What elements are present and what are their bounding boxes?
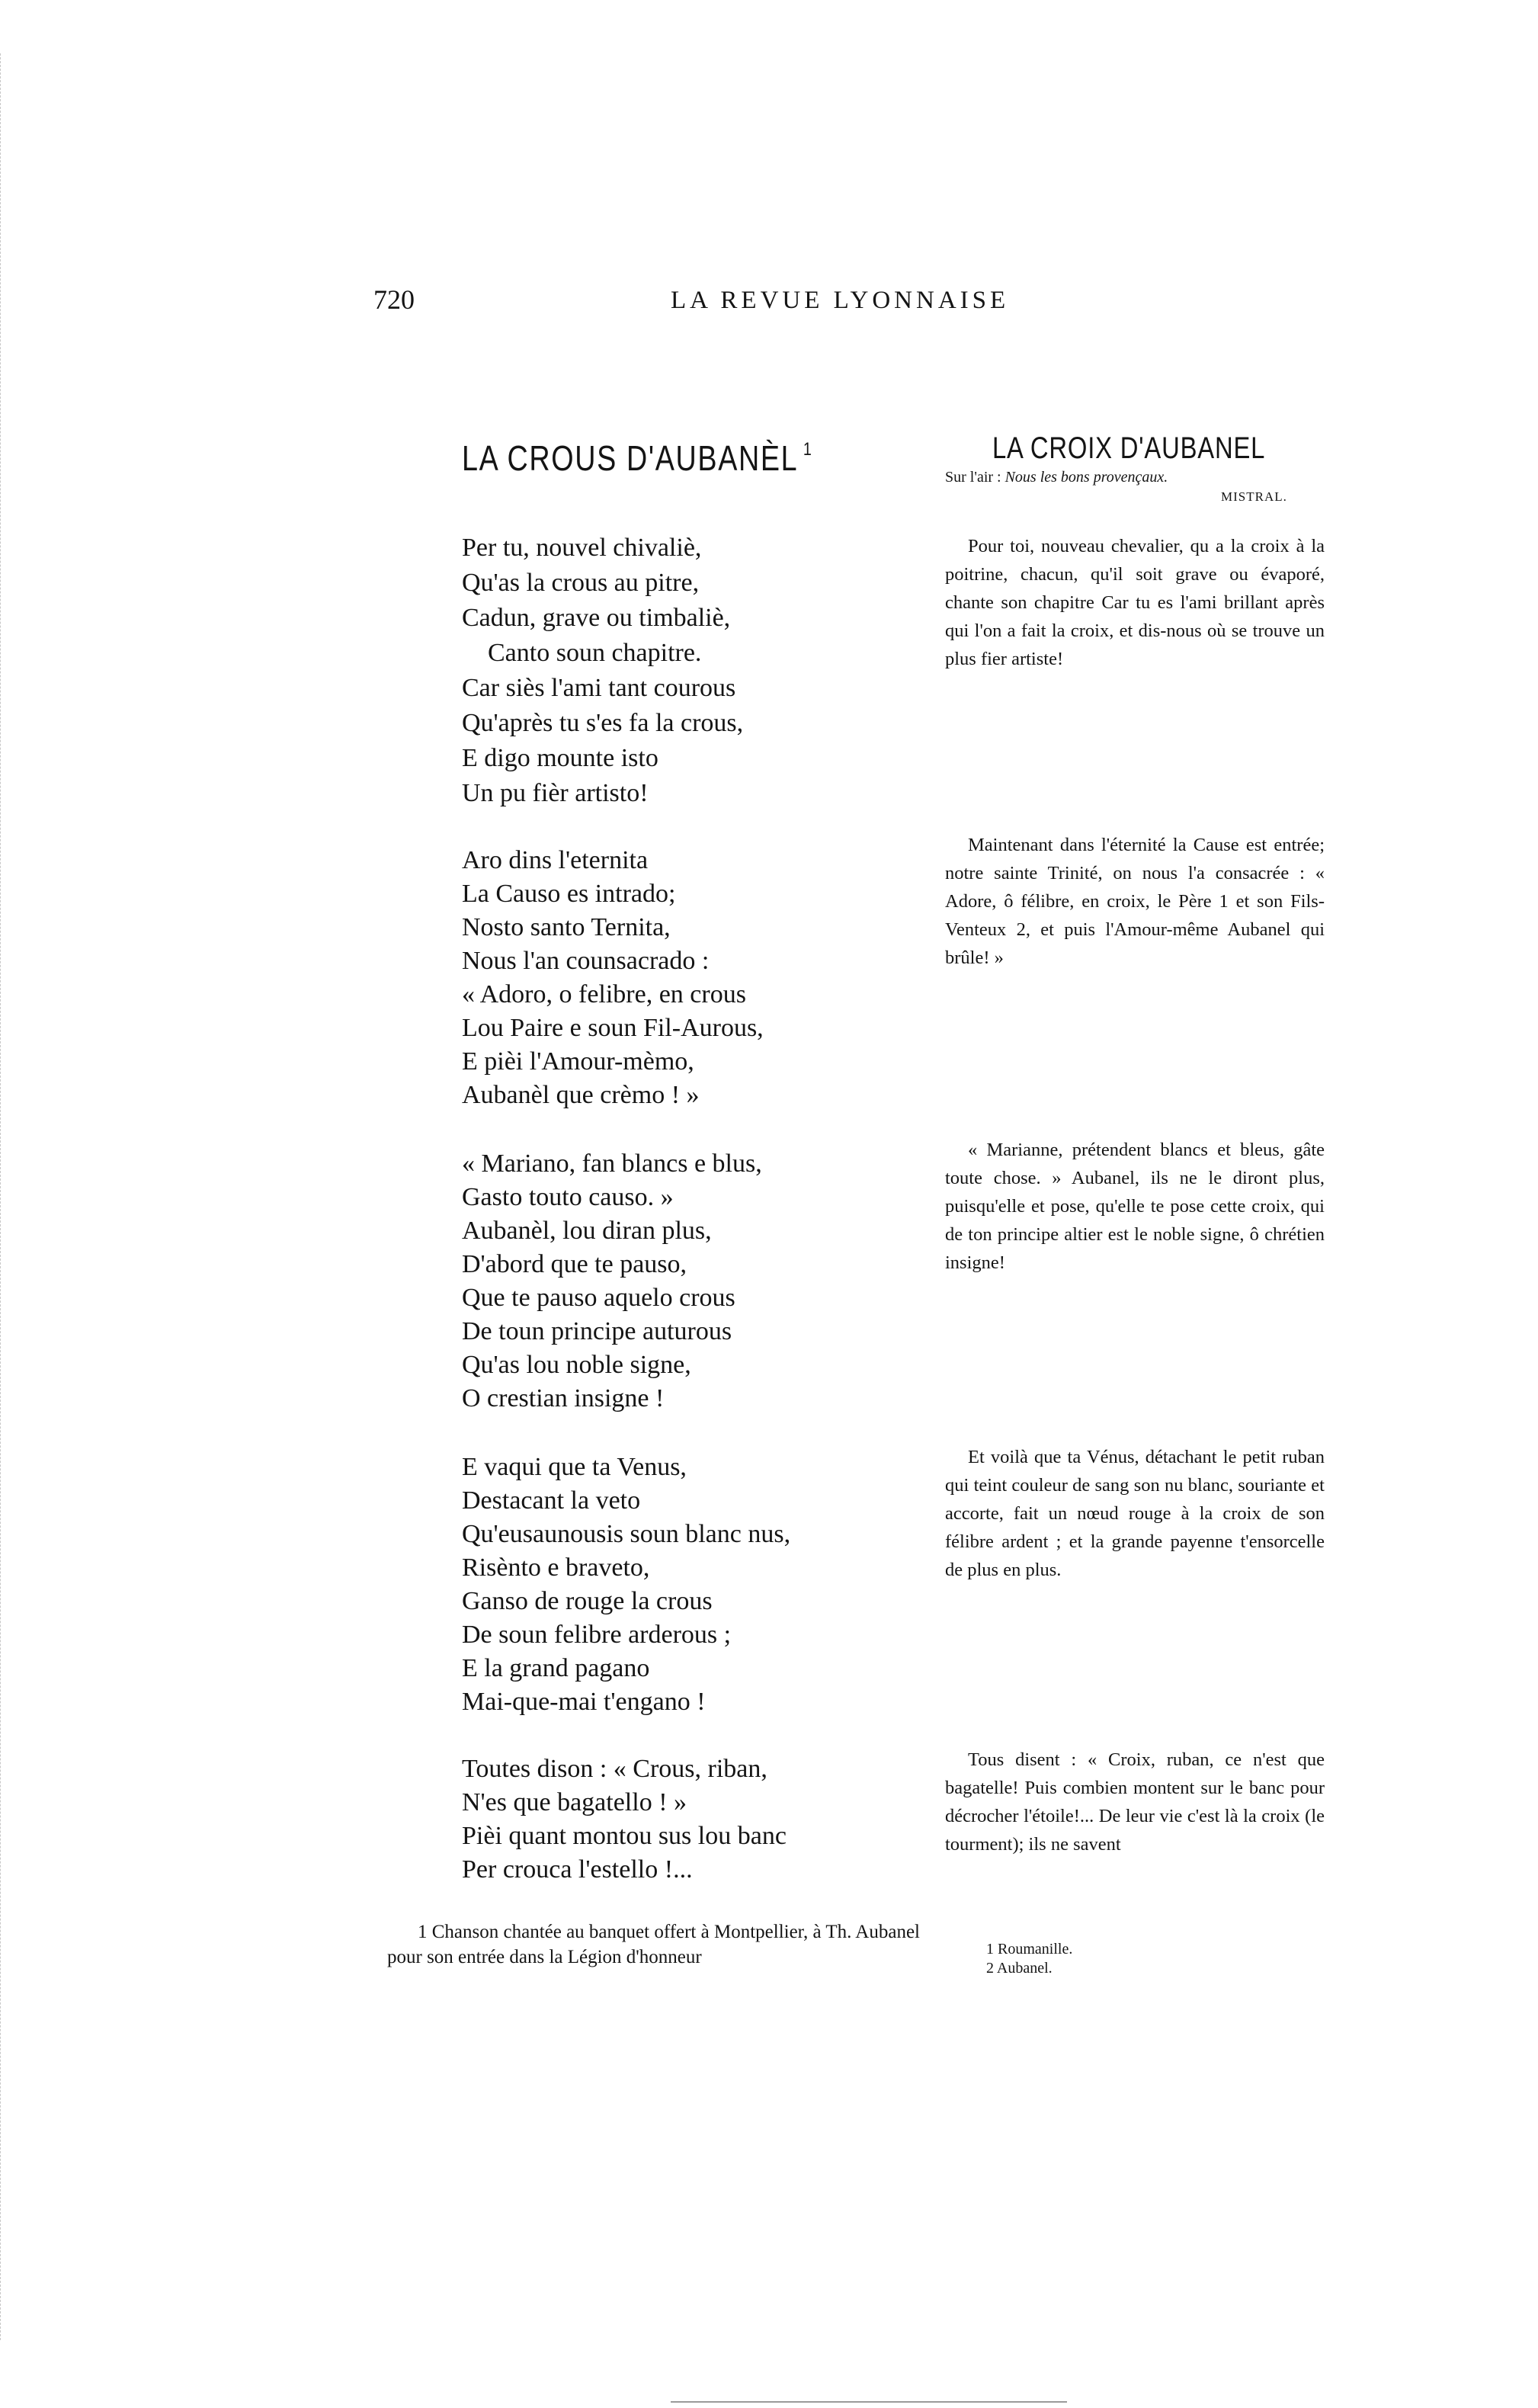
poem-line: Nosto santo Ternita,	[462, 913, 671, 941]
air-author: MISTRAL.	[1221, 489, 1287, 504]
translation-paragraph: Tous disent : « Croix, ruban, ce n'est que bagatelle! Puis combien montent sur le banc pour décrocher l'étoile!... De leur vie c'est là la croix (le tourment); ils ne savent	[945, 1749, 1325, 1855]
poem-line: Qu'as lou noble signe,	[462, 1351, 691, 1379]
air-song: Nous les bons provençaux.	[1005, 469, 1168, 486]
footnote-right-1: 1 Roumanille.	[986, 1941, 1073, 1958]
poem-line: Que te pauso aquelo crous	[462, 1284, 735, 1312]
poem-line: Qu'après tu s'es fa la crous,	[462, 709, 744, 737]
translation-title: LA CROIX D'AUBANEL	[992, 431, 1266, 465]
translation-paragraph: Et voilà que ta Vénus, détachant le petit ruban qui teint couleur de sang son nu blanc, souriante et accorte, fait un nœud rouge à la croix de son félibre ardent ; et la grande payenne t'ensorcelle de plus en plus.	[945, 1447, 1325, 1580]
translation-paragraph: Pour toi, nouveau chevalier, qu a la croix à la poitrine, chacun, qu'il soit grave ou évaporé, chante son chapitre Car tu es l'ami brillant après qui l'on a fait la croix, et dis-nous où se trouve un plus fier artiste!	[945, 536, 1325, 669]
running-title: LA REVUE LYONNAISE	[671, 287, 1010, 314]
poem-line: Mai-que-mai t'engano !	[462, 1688, 706, 1716]
poem-line: Qu'as la crous au pitre,	[462, 569, 700, 597]
poem-title-text: LA CROUS D'AUBANÈL	[462, 438, 799, 478]
poem-line: Per tu, nouvel chivaliè,	[462, 534, 702, 562]
translation-paragraph: « Marianne, prétendent blancs et bleus, gâte toute chose. » Aubanel, ils ne le diront plus, puisqu'elle et pose, qu'elle te pose cette croix, qui de ton principe altier est le noble signe, ô chrétien insigne!	[945, 1140, 1325, 1273]
footnotes-right	[986, 1940, 1072, 1978]
poem-line: Toutes dison : « Crous, riban,	[462, 1755, 767, 1783]
poem-line: O crestian insigne !	[462, 1384, 665, 1412]
poem-line: « Mariano, fan blancs e blus,	[462, 1149, 762, 1178]
poem-line: De toun principe auturous	[462, 1317, 732, 1345]
poem-line: Car siès l'ami tant courous	[462, 674, 736, 702]
poem-line: Aro dins l'eternita	[462, 846, 649, 874]
poem-line: Gasto touto causo. »	[462, 1183, 674, 1211]
poem-line: Un pu fièr artisto!	[462, 779, 649, 807]
poem-line: Aubanèl, lou diran plus,	[462, 1217, 712, 1245]
poem-line: E pièi l'Amour-mèmo,	[462, 1047, 694, 1076]
footnote-right-2: 2 Aubanel.	[986, 1960, 1053, 1977]
poem-line: E la grand pagano	[462, 1654, 650, 1682]
poem-line: Pièi quant montou sus lou banc	[462, 1822, 787, 1850]
page-edge-mark	[0, 53, 1, 2340]
poem-line: Per crouca l'estello !...	[462, 1855, 693, 1884]
poem-title-note: 1	[803, 439, 813, 460]
translation-paragraph: Maintenant dans l'éternité la Cause est entrée; notre sainte Trinité, on nous l'a consacrée : « Adore, ô félibre, en croix, le Père 1 et son Fils-Venteux 2, et puis l'Amour-même Aubanel qui brûle! »	[945, 835, 1325, 968]
poem-line: « Adoro, o felibre, en crous	[462, 980, 746, 1008]
poem-line: N'es que bagatello ! »	[462, 1788, 687, 1816]
poem-line: Lou Paire e soun Fil-Aurous,	[462, 1014, 764, 1042]
bottom-scan-rule	[671, 2401, 1067, 2403]
air-note	[945, 469, 1168, 486]
poem-line: Destacant la veto	[462, 1486, 641, 1515]
poem-line: De soun felibre arderous ;	[462, 1621, 732, 1649]
air-label: Sur l'air :	[945, 469, 1001, 486]
poem-line: E vaqui que ta Venus,	[462, 1453, 687, 1481]
poem-line: Risènto e braveto,	[462, 1553, 650, 1582]
poem-line: Canto soun chapitre.	[488, 639, 702, 667]
poem-line: Cadun, grave ou timbaliè,	[462, 604, 731, 632]
poem-line: E digo mounte isto	[462, 744, 658, 772]
poem-line: La Causo es intrado;	[462, 880, 676, 908]
poem-line: Ganso de rouge la crous	[462, 1587, 713, 1615]
poem-line: Qu'eusaunousis soun blanc nus,	[462, 1520, 791, 1548]
poem-title	[462, 438, 812, 479]
poem-line: Nous l'an counsacrado :	[462, 947, 710, 975]
footnote-left: 1 Chanson chantée au banquet offert à Montpellier, à Th. Aubanel pour son entrée dans la Légion d'honneur	[387, 1922, 920, 1967]
poem-line: Aubanèl que crèmo ! »	[462, 1081, 700, 1109]
page-number: 720	[373, 284, 415, 315]
poem-line: D'abord que te pauso,	[462, 1250, 687, 1278]
